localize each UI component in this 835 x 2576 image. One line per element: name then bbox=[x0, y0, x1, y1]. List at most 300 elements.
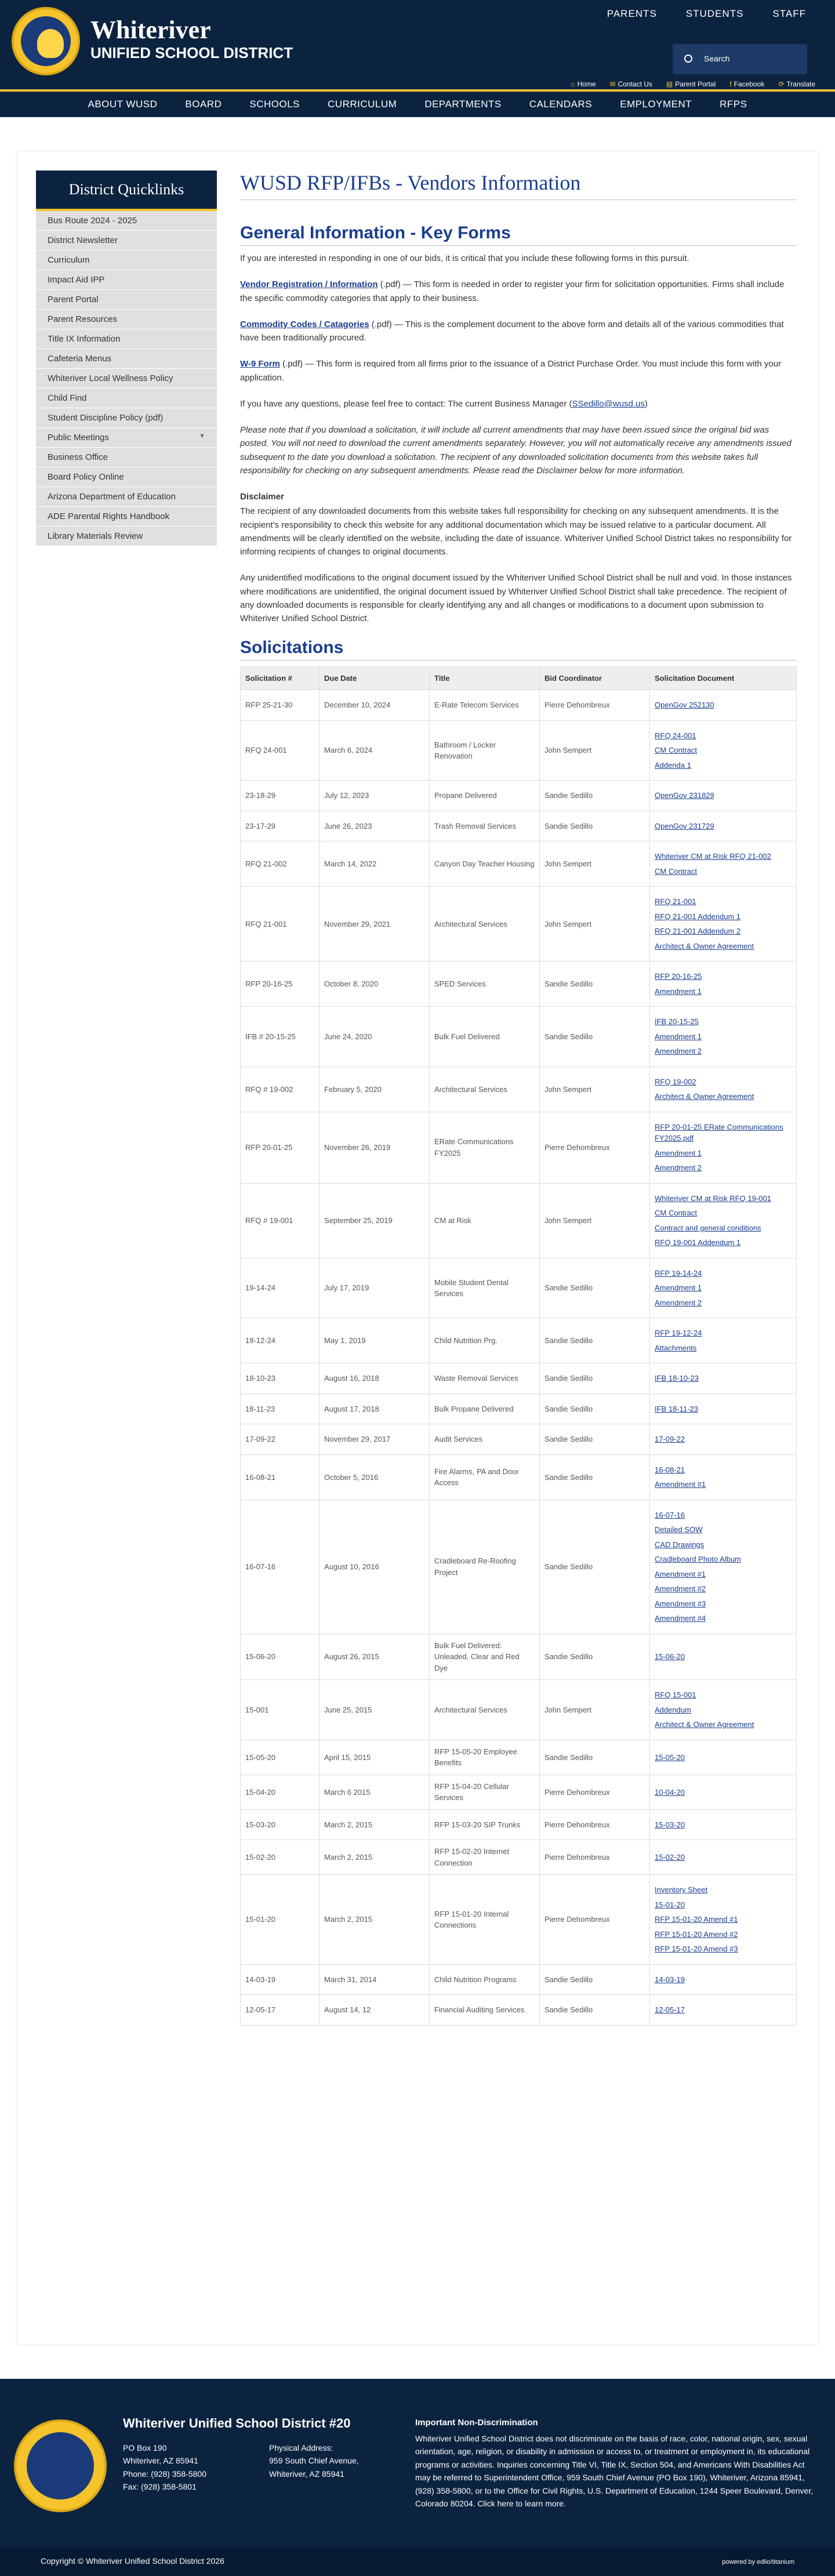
document-link[interactable]: RFQ 21-001 Addendum 2 bbox=[655, 927, 741, 936]
cell-documents bbox=[650, 1634, 797, 1680]
cell-coord: Sandie Sedillo bbox=[540, 1007, 650, 1067]
cell-coord: Sandie Sedillo bbox=[540, 1318, 650, 1363]
cell-num: 15-05-20 bbox=[241, 1740, 320, 1775]
sidebar-item[interactable] bbox=[36, 310, 217, 329]
cell-date: October 5, 2016 bbox=[320, 1454, 430, 1500]
document-link[interactable]: 15-05-20 bbox=[655, 1753, 685, 1762]
table-row bbox=[241, 841, 797, 887]
main-nav bbox=[0, 92, 835, 117]
nav-employment[interactable]: EMPLOYMENT bbox=[620, 99, 692, 110]
document-link[interactable]: Cradleboard Photo Album bbox=[655, 1555, 741, 1564]
document-link[interactable]: Amendment 1 bbox=[655, 1032, 702, 1041]
document-link[interactable]: RFP 15-01-20 Amend #1 bbox=[655, 1915, 738, 1924]
document-link[interactable]: CM Contract bbox=[655, 746, 697, 755]
cell-num: 18-11-23 bbox=[241, 1394, 320, 1424]
cell-coord: Sandie Sedillo bbox=[540, 962, 650, 1007]
sidebar-item[interactable] bbox=[36, 211, 217, 231]
disclaimer-label: Disclaimer bbox=[240, 492, 284, 502]
cell-coord: Sandie Sedillo bbox=[540, 1740, 650, 1775]
cell-documents bbox=[650, 1066, 797, 1112]
cell-title: Architectural Services bbox=[430, 1066, 540, 1112]
sidebar-item-label: Child Find bbox=[48, 393, 87, 403]
cell-documents bbox=[650, 690, 797, 721]
street: 959 South Chief Avenue, bbox=[269, 2456, 359, 2466]
search-placeholder: Search bbox=[704, 54, 730, 63]
contact-email-link[interactable]: SSedillo@wusd.us bbox=[572, 398, 645, 409]
table-row bbox=[241, 1740, 797, 1775]
quicklinks-heading: District Quicklinks bbox=[36, 170, 217, 211]
document-link[interactable]: Inventory Sheet bbox=[655, 1885, 708, 1895]
sidebar-item-label: Whiteriver Local Wellness Policy bbox=[48, 373, 173, 383]
cell-coord: John Sempert bbox=[540, 1680, 650, 1740]
cell-documents bbox=[650, 1183, 797, 1258]
table-row bbox=[241, 1183, 797, 1258]
document-link[interactable]: RFQ 15-001 bbox=[655, 1690, 696, 1700]
sidebar-item-label: Public Meetings bbox=[48, 433, 109, 442]
cell-title: RFP 15-03-20 SIP Trunks bbox=[430, 1809, 540, 1840]
cell-title: E-Rate Telecom Services bbox=[430, 690, 540, 721]
page-container bbox=[17, 152, 818, 2344]
nav-rfps[interactable]: RFPS bbox=[720, 99, 747, 110]
phone: Phone: (928) 358-5800 bbox=[123, 2469, 206, 2479]
translate-icon: ⟳ bbox=[778, 80, 785, 88]
cell-num: RFP 20-01-25 bbox=[241, 1112, 320, 1183]
notice-title: Important Non-Discrimination bbox=[415, 2418, 538, 2428]
vendor-registration-text bbox=[240, 278, 797, 305]
document-link[interactable]: Addenda 1 bbox=[655, 760, 691, 770]
home-icon: ⌂ bbox=[571, 80, 575, 88]
document-link[interactable]: 12-05-17 bbox=[655, 2005, 685, 2015]
solicitations-table bbox=[240, 666, 797, 2026]
search-input[interactable] bbox=[673, 44, 807, 74]
table-row bbox=[241, 1112, 797, 1183]
district-logo[interactable] bbox=[12, 7, 80, 75]
cell-coord: Sandie Sedillo bbox=[540, 1394, 650, 1424]
document-link[interactable]: Amendment #2 bbox=[655, 1584, 706, 1594]
cell-documents bbox=[650, 1740, 797, 1775]
cell-num: 15-04-20 bbox=[241, 1775, 320, 1809]
cell-documents bbox=[650, 1007, 797, 1067]
cell-documents bbox=[650, 1500, 797, 1634]
sidebar-item-label: Cafeteria Menus bbox=[48, 354, 112, 364]
cell-title: ERate Communications FY2025 bbox=[430, 1112, 540, 1183]
cell-title: Child Nutrition Programs bbox=[430, 1964, 540, 1995]
download-note: Please note that if you download a solicitation, it will include all current amendments that may have been issued since the original bid was posted. You will not need to download the current amendments separately. However, you will not automatically receive any amendments issued subsequent to the date you download a solicitation. The recipient of any downloaded solicitation documents from this website takes full responsibility for checking on any subsequent amendments. Please read the Disclaimer below for more information. bbox=[240, 425, 792, 476]
table-row bbox=[241, 811, 797, 841]
document-link[interactable]: Whiteriver CM at Risk RFQ 19-001 bbox=[655, 1193, 771, 1203]
cell-title: Child Nutrition Prg. bbox=[430, 1318, 540, 1363]
document-link[interactable]: Architect & Owner Agreement bbox=[655, 1092, 754, 1101]
document-link[interactable]: Addendum bbox=[655, 1705, 691, 1714]
nav-board[interactable]: BOARD bbox=[185, 99, 222, 110]
document-link[interactable]: RFQ 19-001 Addendum 1 bbox=[655, 1238, 741, 1247]
contact-suffix: ) bbox=[644, 398, 648, 409]
envelope-icon: ✉ bbox=[609, 80, 616, 88]
document-link[interactable]: 15-06-20 bbox=[655, 1652, 685, 1661]
cell-title: Bulk Fuel Delivered: Unleaded, Clear and Red Dye bbox=[430, 1634, 540, 1680]
chevron-down-icon[interactable]: ▼ bbox=[199, 433, 205, 440]
site-footer bbox=[0, 2379, 835, 2576]
document-link[interactable]: RFQ 24-001 bbox=[655, 731, 696, 740]
nav-calendars[interactable]: CALENDARS bbox=[529, 99, 593, 110]
document-link[interactable]: RFP 15-01-20 Amend #2 bbox=[655, 1929, 738, 1939]
nav-about[interactable]: ABOUT WUSD bbox=[88, 99, 158, 110]
cell-num: RFP 25-21-30 bbox=[241, 690, 320, 721]
document-link[interactable]: Amendment 1 bbox=[655, 1283, 702, 1293]
document-link[interactable]: RFP 19-12-24 bbox=[655, 1329, 702, 1338]
document-link[interactable]: Amendment 2 bbox=[655, 1047, 702, 1056]
sidebar-item-label: Library Materials Review bbox=[48, 531, 143, 541]
document-link[interactable]: 15-02-20 bbox=[655, 1853, 685, 1862]
cell-documents bbox=[650, 1995, 797, 2026]
cell-coord: Pierre Dehombreux bbox=[540, 690, 650, 721]
table-row bbox=[241, 1066, 797, 1112]
contact-prefix: If you have any questions, please feel free to contact: The current Business Manager ( bbox=[240, 398, 572, 409]
table-row bbox=[241, 1500, 797, 1634]
cell-coord: Sandie Sedillo bbox=[540, 1454, 650, 1500]
cell-date: November 26, 2019 bbox=[320, 1112, 430, 1183]
cell-date: August 17, 2018 bbox=[320, 1394, 430, 1424]
cell-date: May 1, 2019 bbox=[320, 1318, 430, 1363]
cell-date: September 25, 2019 bbox=[320, 1183, 430, 1258]
main-content bbox=[240, 170, 797, 2026]
cell-num: IFB # 20-15-25 bbox=[241, 1007, 320, 1067]
sidebar-item[interactable] bbox=[36, 448, 217, 467]
document-link[interactable]: Amendment #4 bbox=[655, 1614, 706, 1623]
cell-documents bbox=[650, 1680, 797, 1740]
table-row bbox=[241, 1634, 797, 1680]
translate-link[interactable]: ⟳ Translate bbox=[778, 80, 815, 88]
document-link[interactable]: OpenGov 252130 bbox=[655, 701, 714, 710]
document-link[interactable]: Architect & Owner Agreement bbox=[655, 1720, 754, 1729]
cell-num: 16-07-16 bbox=[241, 1500, 320, 1634]
cell-documents bbox=[650, 811, 797, 841]
document-link[interactable]: IFB 18-11-23 bbox=[655, 1404, 698, 1413]
cell-num: RFQ 24-001 bbox=[241, 720, 320, 781]
vendor-registration-link[interactable]: Vendor Registration / Information bbox=[240, 280, 378, 290]
document-link[interactable]: Architect & Owner Agreement bbox=[655, 941, 754, 950]
sidebar-item[interactable] bbox=[36, 290, 217, 310]
city: Whiteriver, AZ 85941 bbox=[269, 2469, 344, 2479]
cell-date: November 29, 2017 bbox=[320, 1424, 430, 1455]
cell-date: June 24, 2020 bbox=[320, 1007, 430, 1067]
cell-coord: John Sempert bbox=[540, 1066, 650, 1112]
cell-documents bbox=[650, 1875, 797, 1965]
cell-date: March 2, 2015 bbox=[320, 1809, 430, 1840]
cell-coord: John Sempert bbox=[540, 887, 650, 962]
cell-title: Cradleboard Re-Roofing Project bbox=[430, 1500, 540, 1634]
cell-title: RFP 15-05-20 Employee Benefits bbox=[430, 1740, 540, 1775]
table-row bbox=[241, 1363, 797, 1394]
sidebar-item[interactable] bbox=[36, 527, 217, 546]
cell-date: October 8, 2020 bbox=[320, 962, 430, 1007]
cell-coord: Sandie Sedillo bbox=[540, 811, 650, 841]
cell-coord: Pierre Dehombreux bbox=[540, 1809, 650, 1840]
cell-date: March 6 2015 bbox=[320, 1775, 430, 1809]
sidebar-item-label: District Newsletter bbox=[48, 235, 118, 245]
document-link[interactable]: RFP 20-01-25 ERate Communications FY2025.pdf bbox=[655, 1122, 783, 1143]
document-link[interactable]: 15-01-20 bbox=[655, 1900, 685, 1909]
sidebar-item[interactable] bbox=[36, 270, 217, 290]
document-link[interactable]: Amendment #1 bbox=[655, 1480, 706, 1489]
po-box: PO Box 190 bbox=[123, 2443, 167, 2452]
cell-title: RFP 15-02-20 Internet Connection bbox=[430, 1840, 540, 1875]
non-discrimination bbox=[415, 2416, 821, 2510]
table-row bbox=[241, 1424, 797, 1455]
sidebar-item[interactable] bbox=[36, 487, 217, 507]
notice-text[interactable]: Whiteriver Unified School District does not discriminate on the basis of race, color, national origin, sex, sexual orientation, age, religion, or disability in admission or access to, or treatment or employment in, its educational programs or activities. Inquiries concerning Title VI, Title IX, Section 504, and Americans With Disabilities Act may be referred to Superintendent Office, 959 South Chief Avenue (PO Box 190), Whiteriver, Arizona 85941, (928) 358-5800, or to the Office for Civil Rights, U.S. Department of Education, 1244 Speer Boulevard, Denver, Colorado 80204. Click here to learn more. bbox=[415, 2434, 814, 2508]
document-link[interactable]: Contract and general conditions bbox=[655, 1223, 761, 1232]
cell-num: 15-06-20 bbox=[241, 1634, 320, 1680]
document-link[interactable]: Amendment 1 bbox=[655, 1148, 702, 1158]
cell-coord: Sandie Sedillo bbox=[540, 781, 650, 811]
col-title: Title bbox=[430, 667, 540, 690]
table-row bbox=[241, 781, 797, 811]
commodity-codes-text bbox=[240, 318, 797, 345]
sidebar-item-label: Bus Route 2024 - 2025 bbox=[48, 216, 137, 226]
sidebar-item[interactable] bbox=[36, 231, 217, 251]
utility-links bbox=[571, 80, 815, 88]
modifications-text: Any unidentified modifications to the original document issued by the Whiteriver Unified School District shall be null and void. In those instances where modifications are unidentified, the original document issued by Whiteriver Unified School District shall take precedence. The recipient of any downloaded documents is responsible for clearly identifying any and all changes or modifications to a document upon submission to Whiteriver Unified School District. bbox=[240, 573, 792, 623]
cell-date: March 6, 2024 bbox=[320, 720, 430, 781]
cell-title: RFP 15-01-20 Internal Connections bbox=[430, 1875, 540, 1965]
document-link[interactable]: 16-08-21 bbox=[655, 1465, 685, 1474]
document-link[interactable]: CM Contract bbox=[655, 1209, 697, 1218]
col-solicitation: Solicitation # bbox=[241, 667, 320, 690]
document-link[interactable]: 10-04-20 bbox=[655, 1787, 685, 1797]
contact-text bbox=[240, 397, 797, 411]
document-link[interactable]: 16-07-16 bbox=[655, 1510, 685, 1519]
document-link[interactable]: 17-09-22 bbox=[655, 1435, 685, 1444]
cell-title: Trash Removal Services bbox=[430, 811, 540, 841]
cell-coord: Pierre Dehombreux bbox=[540, 1875, 650, 1965]
cell-coord: John Sempert bbox=[540, 720, 650, 781]
site-title[interactable]: Whiteriver bbox=[90, 16, 211, 44]
cell-date: August 14, 12 bbox=[320, 1995, 430, 2026]
cell-documents bbox=[650, 1363, 797, 1394]
cell-title: Mobile Student Dental Services bbox=[430, 1258, 540, 1318]
cell-documents bbox=[650, 781, 797, 811]
nav-schools[interactable]: SCHOOLS bbox=[249, 99, 300, 110]
cell-documents bbox=[650, 720, 797, 781]
table-row bbox=[241, 1007, 797, 1067]
document-link[interactable]: OpenGov 231729 bbox=[655, 821, 714, 830]
document-link[interactable]: IFB 20-15-25 bbox=[655, 1017, 699, 1026]
cell-num: 15-001 bbox=[241, 1680, 320, 1740]
cell-coord: Pierre Dehombreux bbox=[540, 1775, 650, 1809]
table-row bbox=[241, 1995, 797, 2026]
cell-date: March 14, 2022 bbox=[320, 841, 430, 887]
col-due-date: Due Date bbox=[320, 667, 430, 690]
cell-num: RFQ # 19-002 bbox=[241, 1066, 320, 1112]
col-coordinator: Bid Coordinator bbox=[540, 667, 650, 690]
sidebar-item[interactable] bbox=[36, 507, 217, 527]
document-link[interactable]: Amendment 2 bbox=[655, 1163, 702, 1173]
quicklinks-sidebar bbox=[36, 170, 217, 546]
sidebar-item[interactable] bbox=[36, 251, 217, 270]
cell-coord: John Sempert bbox=[540, 1183, 650, 1258]
cell-date: August 26, 2015 bbox=[320, 1634, 430, 1680]
document-link[interactable]: Detailed SOW bbox=[655, 1525, 703, 1534]
document-link[interactable]: 14-03-19 bbox=[655, 1975, 685, 1984]
cell-date: December 10, 2024 bbox=[320, 690, 430, 721]
cell-date: April 15, 2015 bbox=[320, 1740, 430, 1775]
copyright: Copyright © Whiteriver Unified School District 2026 bbox=[0, 2547, 835, 2576]
footer-address bbox=[269, 2441, 359, 2480]
cell-title: RFP 15-04-20 Cellular Services bbox=[430, 1775, 540, 1809]
cell-documents bbox=[650, 1840, 797, 1875]
document-link[interactable]: CM Contract bbox=[655, 866, 697, 876]
table-row bbox=[241, 1964, 797, 1995]
cell-coord: Pierre Dehombreux bbox=[540, 1840, 650, 1875]
table-row bbox=[241, 1875, 797, 1965]
sidebar-item-label: Title IX Information bbox=[48, 334, 121, 344]
cell-num: 23-18-29 bbox=[241, 781, 320, 811]
cell-title: Architectural Services bbox=[430, 1680, 540, 1740]
cell-title: Architectural Services bbox=[430, 887, 540, 962]
table-row bbox=[241, 1680, 797, 1740]
table-row bbox=[241, 1258, 797, 1318]
table-row bbox=[241, 1394, 797, 1424]
parent-portal-link[interactable]: ▤ Parent Portal bbox=[666, 80, 716, 88]
cell-num: RFQ # 19-001 bbox=[241, 1183, 320, 1258]
document-link[interactable]: RFP 19-14-24 bbox=[655, 1268, 702, 1278]
cell-documents bbox=[650, 962, 797, 1007]
facebook-icon: f bbox=[729, 80, 732, 88]
sidebar-item[interactable] bbox=[36, 428, 217, 448]
footer-logo bbox=[14, 2419, 107, 2512]
cell-num: RFQ 21-002 bbox=[241, 841, 320, 887]
cell-documents bbox=[650, 1394, 797, 1424]
cell-num: RFQ 21-001 bbox=[241, 887, 320, 962]
sidebar-item-label: Curriculum bbox=[48, 255, 90, 265]
cell-title: Fire Alarms, PA and Door Access bbox=[430, 1454, 540, 1500]
sidebar-item-label: Parent Resources bbox=[48, 314, 118, 324]
nav-curriculum[interactable]: CURRICULUM bbox=[328, 99, 397, 110]
cell-num: 18-10-23 bbox=[241, 1363, 320, 1394]
cell-num: 19-14-24 bbox=[241, 1258, 320, 1318]
document-link[interactable]: RFP 20-16-25 bbox=[655, 972, 702, 981]
table-header-row bbox=[241, 667, 797, 690]
home-link[interactable]: ⌂ Home bbox=[571, 80, 596, 88]
portal-icon: ▤ bbox=[666, 80, 673, 88]
cell-num: 14-03-19 bbox=[241, 1964, 320, 1995]
top-nav-students[interactable]: STUDENTS bbox=[685, 8, 744, 19]
w9-text bbox=[240, 357, 797, 384]
col-document: Solicitation Document bbox=[650, 667, 797, 690]
cell-date: August 16, 2018 bbox=[320, 1363, 430, 1394]
document-link[interactable]: Amendment #1 bbox=[655, 1569, 706, 1579]
site-subtitle[interactable]: UNIFIED SCHOOL DISTRICT bbox=[90, 44, 293, 61]
document-link[interactable]: Attachments bbox=[655, 1343, 697, 1352]
cell-title: Audit Services bbox=[430, 1424, 540, 1455]
cell-documents bbox=[650, 841, 797, 887]
cell-date: March 31, 2014 bbox=[320, 1964, 430, 1995]
document-link[interactable]: IFB 18-10-23 bbox=[655, 1374, 699, 1383]
solicitations-heading: Solicitations bbox=[240, 638, 797, 661]
sidebar-item-label: Arizona Department of Education bbox=[48, 492, 176, 502]
sidebar-item-label: ADE Parental Rights Handbook bbox=[48, 511, 170, 521]
sidebar-item-label: Board Policy Online bbox=[48, 472, 124, 482]
top-nav-parents[interactable]: PARENTS bbox=[607, 8, 657, 19]
w9-desc: (.pdf) — This form is required from all firms prior to the issuance of a District Purchase Order. You must include this form with your application. bbox=[240, 359, 782, 383]
document-link[interactable]: Amendment 2 bbox=[655, 1298, 702, 1307]
sidebar-item[interactable] bbox=[36, 349, 217, 369]
site-header bbox=[0, 0, 835, 92]
document-link[interactable]: Whiteriver CM at Risk RFQ 21-002 bbox=[655, 852, 771, 861]
cell-title: Canyon Day Teacher Housing bbox=[430, 841, 540, 887]
top-nav-staff[interactable]: STAFF bbox=[772, 8, 806, 19]
cell-coord: Sandie Sedillo bbox=[540, 1363, 650, 1394]
cell-num: 15-03-20 bbox=[241, 1809, 320, 1840]
contact-link[interactable]: ✉ Contact Us bbox=[609, 80, 652, 88]
table-row bbox=[241, 887, 797, 962]
footer-title: Whiteriver Unified School District #20 bbox=[123, 2416, 351, 2430]
general-info-heading: General Information - Key Forms bbox=[240, 223, 797, 246]
sidebar-item[interactable] bbox=[36, 369, 217, 389]
document-link[interactable]: RFQ 21-001 bbox=[655, 897, 696, 906]
table-row bbox=[241, 1318, 797, 1363]
cell-documents bbox=[650, 1454, 797, 1500]
document-link[interactable]: RFQ 19-002 bbox=[655, 1077, 696, 1086]
disclaimer-text: The recipient of any downloaded documents from this website takes full responsibility for checking on any subsequent amendments. It is the recipient's responsibility to check this website for any additional documentation which may be issued relative to a particular document. All amendments will be clearly identified on the website, including the date of issuance. Whiteriver Unified School District takes no responsibility for informing recipients of changes to original documents. bbox=[240, 506, 792, 557]
cell-documents bbox=[650, 1424, 797, 1455]
cell-num: RFP 20-16-25 bbox=[241, 962, 320, 1007]
top-nav bbox=[607, 8, 806, 20]
sidebar-item[interactable] bbox=[36, 329, 217, 349]
sidebar-item[interactable] bbox=[36, 389, 217, 408]
cell-num: 16-08-21 bbox=[241, 1454, 320, 1500]
table-row bbox=[241, 1840, 797, 1875]
cell-title: Bulk Fuel Delivered bbox=[430, 1007, 540, 1067]
cell-date: November 29, 2021 bbox=[320, 887, 430, 962]
cell-coord: Sandie Sedillo bbox=[540, 1258, 650, 1318]
cell-num: 19-12-24 bbox=[241, 1318, 320, 1363]
cell-coord: Pierre Dehombreux bbox=[540, 1112, 650, 1183]
document-link[interactable]: Amendment 1 bbox=[655, 986, 702, 996]
cell-coord: Sandie Sedillo bbox=[540, 1500, 650, 1634]
cell-num: 15-02-20 bbox=[241, 1840, 320, 1875]
powered-by-badge[interactable]: powered by edlio/titanium bbox=[722, 2559, 794, 2566]
document-link[interactable]: Amendment #3 bbox=[655, 1599, 706, 1608]
document-link[interactable]: RFQ 21-001 Addendum 1 bbox=[655, 912, 741, 921]
table-row bbox=[241, 962, 797, 1007]
facebook-link[interactable]: f Facebook bbox=[729, 80, 765, 88]
w9-form-link[interactable]: W-9 Form bbox=[240, 359, 280, 369]
cell-documents bbox=[650, 1112, 797, 1183]
nav-departments[interactable]: DEPARTMENTS bbox=[424, 99, 502, 110]
table-row bbox=[241, 1809, 797, 1840]
sidebar-item[interactable] bbox=[36, 408, 217, 428]
cell-documents bbox=[650, 1258, 797, 1318]
document-link[interactable]: CAD Drawings bbox=[655, 1540, 705, 1549]
document-link[interactable]: 15-03-20 bbox=[655, 1820, 685, 1829]
fax: Fax: (928) 358-5801 bbox=[123, 2482, 197, 2492]
cell-num: 15-01-20 bbox=[241, 1875, 320, 1965]
cell-coord: Sandie Sedillo bbox=[540, 1424, 650, 1455]
cell-documents bbox=[650, 1775, 797, 1809]
cell-num: 23-17-29 bbox=[241, 811, 320, 841]
commodity-codes-link[interactable]: Commodity Codes / Catagories bbox=[240, 319, 369, 329]
cell-num: 17-09-22 bbox=[241, 1424, 320, 1455]
cell-title: Bulk Propane Delivered bbox=[430, 1394, 540, 1424]
vendor-registration-desc: (.pdf) — This form is needed in order to register your firm for solicitation opportunities. Firms shall include the specific commodity categories that apply to their business. bbox=[240, 280, 785, 303]
document-link[interactable]: RFP 15-01-20 Amend #3 bbox=[655, 1944, 738, 1954]
document-link[interactable]: OpenGov 231829 bbox=[655, 791, 714, 800]
cell-title: Bathroom / Locker Renovation bbox=[430, 720, 540, 781]
sidebar-item[interactable] bbox=[36, 467, 217, 487]
footer-contact bbox=[123, 2441, 206, 2494]
